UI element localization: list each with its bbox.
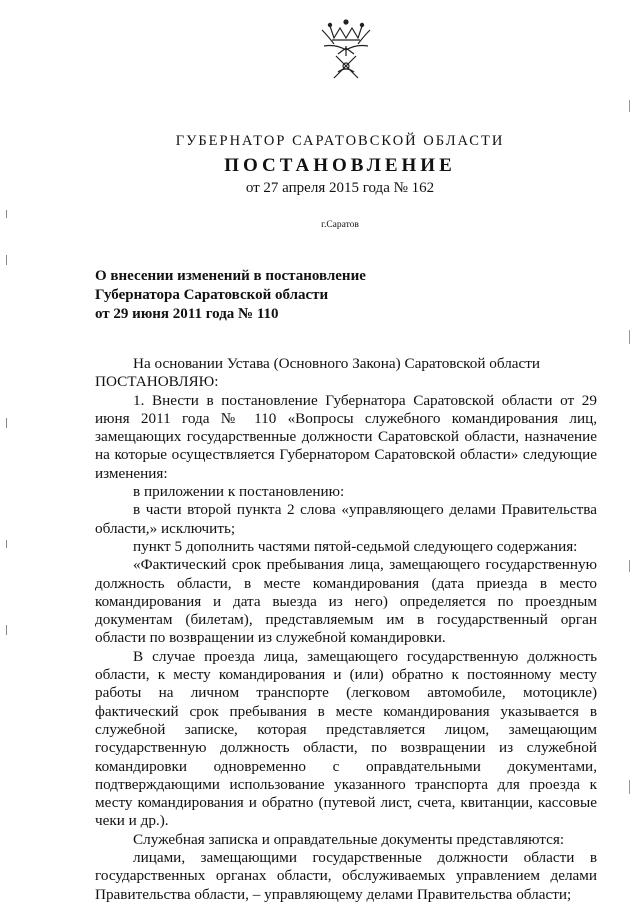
document-body — [95, 355, 597, 904]
body-paragraph: На основании Устава (Основного Закона) Саратовской области — [133, 355, 541, 372]
scan-edge-mark — [629, 100, 630, 112]
body-paragraph: в части второй пункта 2 слова «управляющего делами Правительства области,» исключить; — [95, 501, 597, 537]
subject-line: О внесении изменений в постановление — [95, 268, 366, 284]
document-subject — [95, 267, 366, 324]
document-date-number: от 27 апреля 2015 года № 162 — [245, 180, 435, 196]
body-paragraph: в приложении к постановлению: — [133, 483, 345, 501]
scan-edge-mark — [6, 418, 7, 428]
subject-line: Губернатора Саратовской области — [95, 287, 329, 303]
scan-edge-mark — [6, 255, 7, 265]
body-paragraph: 1. Внести в постановление Губернатора Саратовской области от 29 июня 2011 года № 110 «Вопросы служебного командирования лиц, замещающих государственные должности Саратовской области, назначение на которые осуществляется Губернатором Саратовской области» следующие изменения: — [95, 391, 597, 482]
body-paragraph: «Фактический срок пребывания лица, замещающего государственную должность области, в месте командирования (дата приезда в место командирования и дата выезда из него) определяется по проездным документам (билетам), представляемым им в государственный орган области по возвращении из служебной командировки. — [95, 556, 597, 647]
body-paragraph: В случае проезда лица, замещающего государственную должность области, к месту командирования и (или) обратно к постоянному месту работы на личном транспорте (легковом автомобиле, мотоцикле) фактический срок пребывания в месте командирования указывается в служебной записке, которая представляется лицом, замещающим государственную должность области, по возвращении из служебной командировки одновременно с оправдательными документами, подтверждающими использование указанного транспорта для проезда к месту командирования и обратно (путевой лист, счета, квитанции, кассовые чеки и др.). — [95, 647, 597, 830]
resolution-word: ПОСТАНОВЛЯЮ: — [95, 373, 219, 391]
body-paragraph: Служебная записка и оправдательные документы представляются: — [133, 830, 565, 848]
scan-edge-mark — [629, 560, 630, 572]
document-city: г.Саратов — [321, 220, 359, 230]
document-type: ПОСТАНОВЛЕНИЕ — [224, 155, 456, 176]
body-paragraph: лицами, замещающими государственные должности области в государственных органах области, обслуживаемых управлением делами Правительства области, – управляющему делами Правительства области; — [95, 849, 597, 903]
scan-edge-mark — [6, 210, 7, 218]
coat-of-arms-emblem — [316, 16, 376, 86]
body-paragraph: пункт 5 дополнить частями пятой-седьмой следующего содержания: — [133, 537, 578, 555]
scan-edge-mark — [6, 625, 7, 635]
scan-edge-mark — [629, 780, 630, 794]
scan-edge-mark — [629, 330, 630, 344]
scan-edge-mark — [6, 540, 7, 548]
issuing-authority: ГУБЕРНАТОР САРАТОВСКОЙ ОБЛАСТИ — [175, 133, 505, 149]
subject-line: от 29 июня 2011 года № 110 — [95, 306, 279, 322]
